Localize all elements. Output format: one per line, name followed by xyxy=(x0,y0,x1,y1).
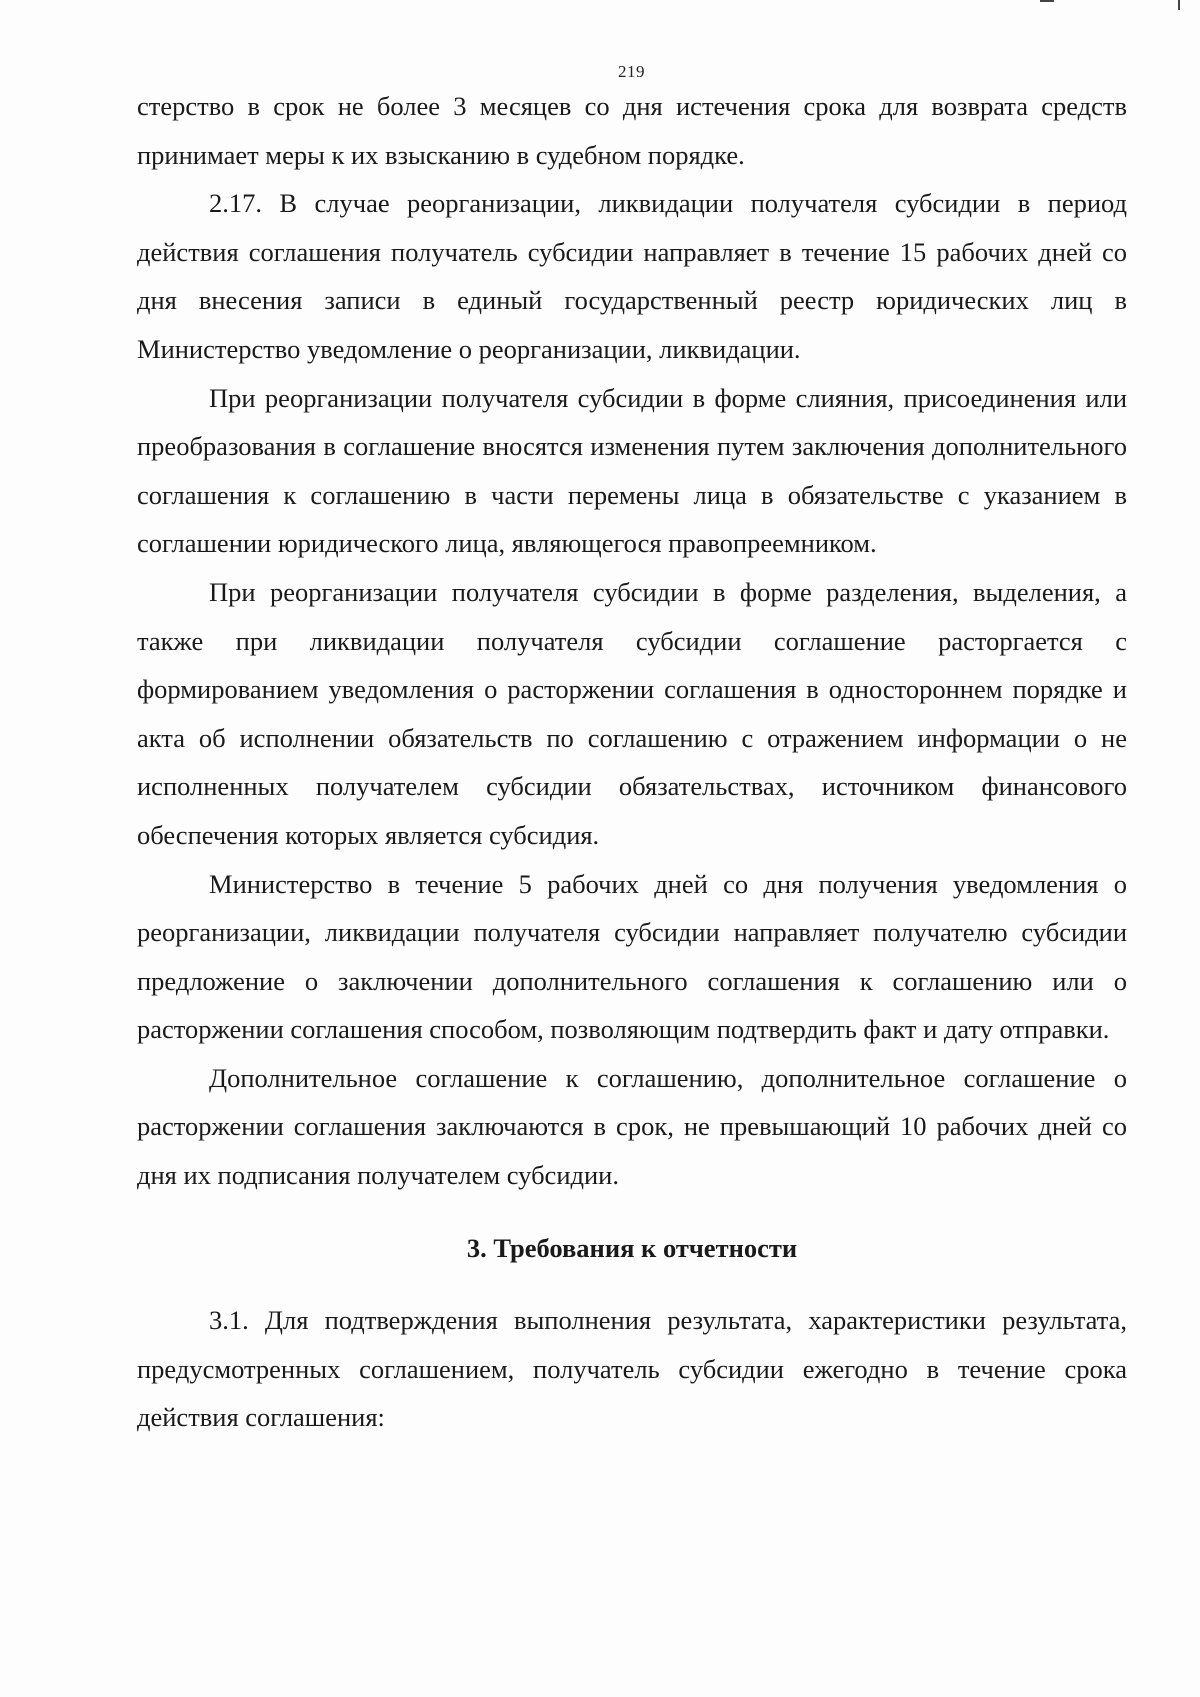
section-heading: 3. Требования к отчетности xyxy=(466,1232,798,1263)
paragraph-continuation: стерство в срок не более 3 месяцев со дня истечения срока для возврата средств принимает меры к их взысканию в судебном порядке. xyxy=(137,91,1127,170)
document-body xyxy=(137,82,1127,1442)
paragraph-additional-agreement: Дополнительное соглашение к соглашению, дополнительное соглашение о расторжении соглашения заключаются в срок, не превышающий 10 рабочих дней со дня их подписания получателем субсидии. xyxy=(137,1062,1127,1191)
scan-edge-mark xyxy=(1040,0,1054,2)
paragraph-merger-reorganization: При реорганизации получателя субсидии в форме слияния, присоединения или преобразования в соглашение вносятся изменения путем заключения дополнительного соглашения к соглашению в части перемены лица в обязательстве с указанием в соглашении юридического лица, являющегося правопреемником. xyxy=(137,382,1127,559)
paragraph-separation-liquidation: При реорганизации получателя субсидии в форме разделения, выделения, а также при ликвидации получателя субсидии соглашение расторгается с формированием уведомления о расторжении соглашения в одностороннем порядке и акта об исполнении обязательств по соглашению с отражением информации о не исполненных получателем субсидии обязательствах, источником финансового обеспечения которых является субсидия. xyxy=(137,576,1127,850)
scan-edge-mark xyxy=(1178,0,1180,10)
paragraph-ministry-notice: Министерство в течение 5 рабочих дней со дня получения уведомления о реорганизации, ликвидации получателя субсидии направляет получателю субсидии предложение о заключении дополнительного соглашения к соглашению или о расторжении соглашения способом, позволяющим подтвердить факт и дату отправки. xyxy=(137,868,1127,1045)
page-number: 219 xyxy=(618,62,645,81)
paragraph-2-17: 2.17. В случае реорганизации, ликвидации получателя субсидии в период действия соглашения получатель субсидии направляет в течение 15 рабочих дней со дня внесения записи в единый государственный реестр юридических лиц в Министерство уведомление о реорганизации, ликвидации. xyxy=(137,188,1127,364)
paragraph-3-1: 3.1. Для подтверждения выполнения результата, характеристики результата, предусмотренных соглашением, получатель субсидии ежегодно в течение срока действия соглашения: xyxy=(137,1305,1127,1433)
